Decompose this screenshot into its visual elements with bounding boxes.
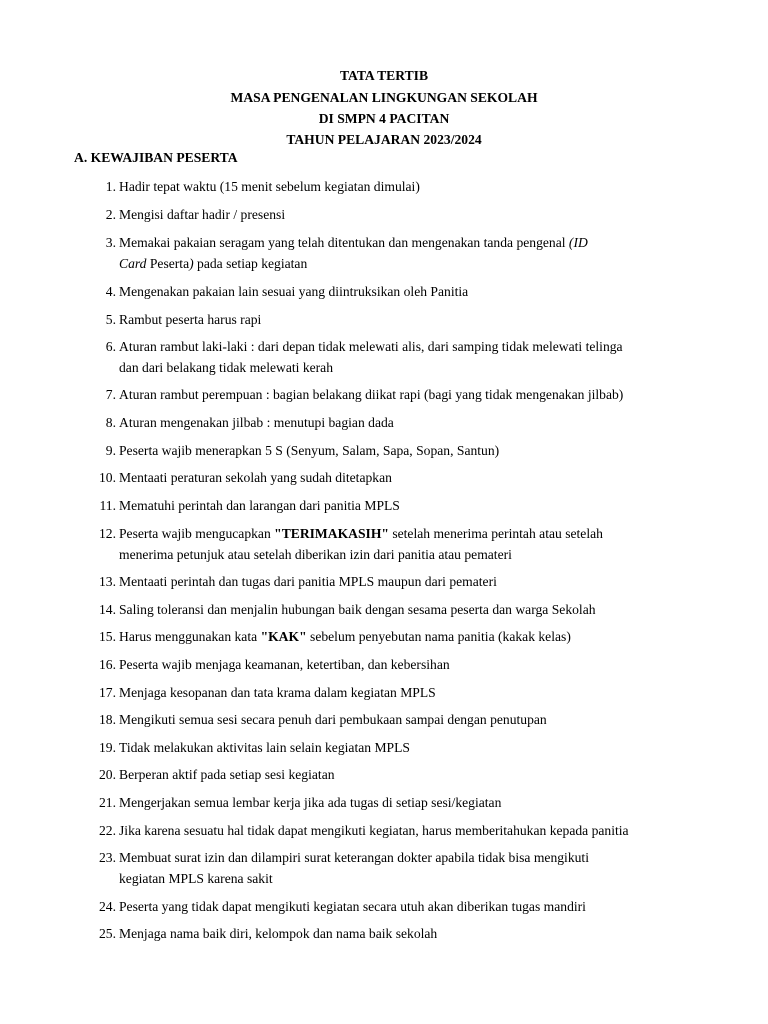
list-item-line: kegiatan MPLS karena sakit (119, 870, 273, 886)
list-item-text: Jika karena sesuatu hal tidak dapat mengikuti kegiatan, harus memberitahukan kepada panitia (119, 823, 629, 838)
list-item-text-part: Peserta wajib mengucapkan (119, 526, 275, 541)
list-item-text: Rambut peserta harus rapi (119, 312, 262, 327)
list-item-text (119, 627, 719, 648)
list-item-line: dan dari belakang tidak melewati kerah (119, 359, 334, 375)
list-item-text-part: Memakai pakaian seragam yang telah ditentukan dan mengenakan tanda pengenal (119, 235, 569, 250)
list-item-text: Menjaga nama baik diri, kelompok dan nama baik sekolah (119, 926, 438, 941)
list-item-italic-part: Card (119, 255, 147, 271)
academic-year: TAHUN PELAJARAN 2023/2024 (286, 132, 482, 147)
list-item-text-part: pada setiap kegiatan (193, 255, 308, 271)
list-item-number: 16. (99, 657, 116, 672)
list-item-number: 11. (99, 498, 116, 513)
list-item-number: 19. (99, 740, 116, 755)
list-item-line: Membuat surat izin dan dilampiri surat keterangan dokter apabila tidak bisa mengikuti (119, 850, 589, 865)
list-item-text: Mengisi daftar hadir / presensi (119, 207, 286, 222)
list-item-text: Berperan aktif pada setiap sesi kegiatan (119, 767, 335, 782)
list-item-number: 7. (105, 387, 116, 402)
list-item-text (119, 233, 719, 274)
list-item-text: Mematuhi perintah dan larangan dari panitia MPLS (119, 498, 400, 513)
list-item-text-part: Harus menggunakan kata (119, 629, 261, 644)
list-item-number: 17. (99, 685, 116, 700)
school-name: DI SMPN 4 PACITAN (318, 111, 450, 126)
list-item-number: 9. (105, 443, 116, 458)
list-item-text-part: sebelum penyebutan nama panitia (kakak kelas) (306, 629, 571, 644)
list-item-text: Peserta yang tidak dapat mengikuti kegiatan secara utuh akan diberikan tugas mandiri (119, 899, 586, 914)
list-item-italic-part: (ID (568, 235, 588, 250)
list-item-text: Mentaati peraturan sekolah yang sudah ditetapkan (119, 470, 392, 485)
list-item-line: menerima petunjuk atau setelah diberikan izin dari panitia atau pemateri (119, 546, 512, 562)
list-item-number: 4. (105, 284, 116, 299)
list-item-number: 23. (99, 850, 116, 865)
list-item-number: 18. (99, 712, 116, 727)
list-item-italic-part: ) (189, 255, 194, 271)
list-item-number: 5. (105, 312, 116, 327)
list-item-number: 8. (105, 415, 116, 430)
list-item-text: Mengenakan pakaian lain sesuai yang diintruksikan oleh Panitia (119, 284, 469, 299)
list-item-text-part: Peserta (146, 255, 190, 271)
list-item-number: 20. (99, 767, 116, 782)
list-item-number: 10. (99, 470, 116, 485)
list-item-number: 25. (99, 926, 116, 941)
list-item-number: 24. (99, 899, 116, 914)
list-item-text: Mengerjakan semua lembar kerja jika ada tugas di setiap sesi/kegiatan (119, 795, 502, 810)
list-item-number: 13. (99, 574, 116, 589)
section-title: A. KEWAJIBAN PESERTA (74, 150, 238, 165)
list-item-text: Hadir tepat waktu (15 menit sebelum kegiatan dimulai) (119, 179, 420, 194)
list-item-number: 15. (99, 629, 116, 644)
list-item-number: 3. (105, 235, 116, 250)
list-item-bold-part: "TERIMAKASIH" (274, 526, 389, 541)
list-item-number: 12. (99, 526, 116, 541)
list-item-text (119, 337, 719, 378)
list-item-text: Peserta wajib menerapkan 5 S (Senyum, Salam, Sapa, Sopan, Santun) (119, 443, 500, 458)
list-item-number: 14. (99, 602, 116, 617)
list-item-line: Aturan rambut laki-laki : dari depan tidak melewati alis, dari samping tidak melewati telinga (119, 339, 623, 354)
document-subtitle: MASA PENGENALAN LINGKUNGAN SEKOLAH (230, 90, 538, 105)
list-item-text: Peserta wajib menjaga keamanan, ketertiban, dan kebersihan (119, 657, 450, 672)
list-item-text: Saling toleransi dan menjalin hubungan baik dengan sesama peserta dan warga Sekolah (119, 602, 596, 617)
list-item-number: 2. (105, 207, 116, 222)
list-item-text: Aturan rambut perempuan : bagian belakang diikat rapi (bagi yang tidak mengenakan jilbab) (119, 387, 624, 402)
list-item-number: 21. (99, 795, 116, 810)
list-item-text (119, 848, 719, 889)
list-item-text: Mengikuti semua sesi secara penuh dari pembukaan sampai dengan penutupan (119, 712, 547, 727)
list-item-text: Tidak melakukan aktivitas lain selain kegiatan MPLS (119, 740, 410, 755)
document-title: TATA TERTIB (339, 68, 429, 83)
list-item-text (119, 524, 719, 565)
list-item-number: 1. (105, 179, 116, 194)
list-item-text: Aturan mengenakan jilbab : menutupi bagian dada (119, 415, 394, 430)
list-item-text-part: setelah menerima perintah atau setelah (388, 526, 603, 541)
list-item-text: Mentaati perintah dan tugas dari panitia MPLS maupun dari pemateri (119, 574, 497, 589)
list-item-bold-part: "KAK" (260, 629, 307, 644)
list-item-text: Menjaga kesopanan dan tata krama dalam kegiatan MPLS (119, 685, 436, 700)
list-item-number: 6. (105, 339, 116, 354)
list-item-number: 22. (99, 823, 116, 838)
